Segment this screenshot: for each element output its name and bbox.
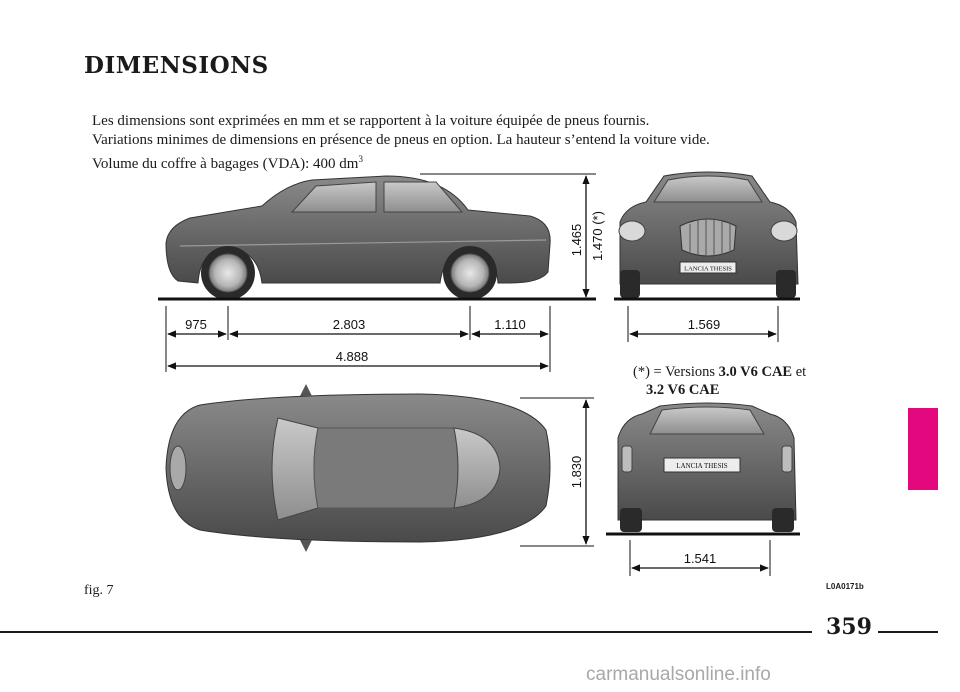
front-wheel-left [620,270,640,298]
intro-line-2: Variations minimes de dimensions en présence de pneus en option. La hauteur s’entend la voiture vide. [92,132,710,148]
section-tab [908,408,938,490]
front-view-car [619,172,798,298]
rear-plate-text: LANCIA THESIS [676,462,728,470]
wheelbase-label: 2.803 [332,317,366,332]
trunk-volume-text: Volume du coffre à bagages (VDA): 400 dm [92,156,359,172]
image-code: L0A0171b [826,582,864,591]
headlight-left [619,221,645,241]
front-wheel-right [776,270,796,298]
width-label: 1.830 [569,455,584,489]
height-alt-label: 1.470 (*) [590,211,605,261]
intro-line-1: Les dimensions sont exprimées en mm et se rapportent à la voiture équipée de pneus fournis. [92,113,650,129]
rear-wheel-right [772,508,794,532]
top-mirror-right [300,540,312,552]
front-windshield [654,176,762,202]
note-joiner: et [792,364,807,380]
height-label: 1.465 [569,223,584,257]
rear-track-label: 1.541 [683,551,717,566]
taillight-left [622,446,632,472]
note-version-1: 3.0 V6 CAE [718,364,793,380]
rear-wheel-left [620,508,642,532]
front-overhang-label: 975 [185,317,207,332]
top-mirror-left [300,384,312,396]
rear-view-car [618,403,796,532]
top-front-grille [170,446,186,490]
headlight-right [771,221,797,241]
side-rear-wheel-rim [451,254,489,292]
watermark: carmanualsonline.info [586,664,771,685]
figure-label: fig. 7 [84,583,114,598]
trunk-volume-unit-exponent: 3 [358,154,363,164]
footer-rule-left [0,631,812,633]
side-view-car [166,176,550,300]
page-title: DIMENSIONS [84,52,269,79]
top-roof [314,428,458,508]
taillight-right [782,446,792,472]
front-plate-text: LANCIA THESIS [684,265,732,273]
front-track-label: 1.569 [687,317,721,332]
side-front-wheel-rim [209,254,247,292]
top-windshield [272,418,318,520]
note-prefix: (*) = Versions [633,364,719,380]
rear-overhang-label: 1.110 [494,317,526,332]
page-number: 359 [826,614,872,640]
rear-window [650,407,764,434]
front-grille [680,219,736,256]
overall-length-label: 4.888 [335,349,369,364]
top-view-car [166,384,550,552]
note-version-2: 3.2 V6 CAE [646,382,720,398]
footer-rule-right [878,631,938,633]
version-note [633,363,806,399]
